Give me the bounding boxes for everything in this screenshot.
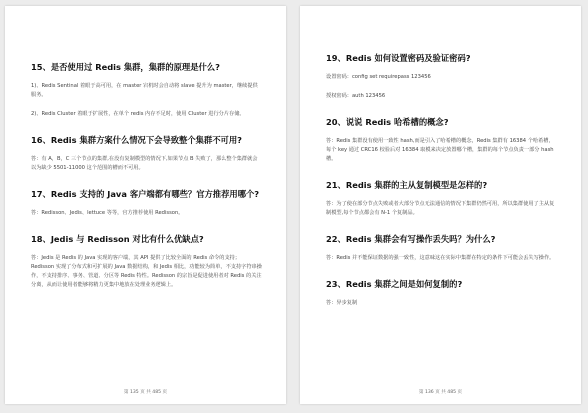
- question-heading-17: 17、Redis 支持的 Java 客户端都有哪些？官方推荐用哪个?: [31, 189, 260, 199]
- document-page-right: [300, 6, 581, 404]
- question-heading-15: 15、是否使用过 Redis 集群，集群的原理是什么?: [31, 62, 220, 72]
- answer-paragraph: 答：Redisson、Jedis、lettuce 等等，官方推荐使用 Redisson。: [31, 210, 184, 216]
- answer-paragraph: 答：Redis 集群没有使用一致性 hash,而是引入了哈希槽的概念，Redis 集群有 16384 个哈希槽，每个 key 通过 CRC16 校验后对 16384 取模来决定放置哪个槽，集群的每个节点负责一部分 hash 槽。: [326, 138, 554, 162]
- question-heading-20: 20、说说 Redis 哈希槽的概念?: [326, 117, 449, 127]
- answer-paragraph: 答：Jedis 是 Redis 的 Java 实现的客户端，其 API 提供了比较全面的 Redis 命令的支持；Redisson 实现了分布式和可扩展的 Java 数据结构，和 Jedis 相比，功能较为简单，不支持字符串操作，不支持排序、事务、管道、分区等 Redis 特性。Redisson 的宗旨是促进使用者对 Redis 的关注分离，从而让使用者能够将精力更集中地放在处理业务逻辑上。: [31, 255, 262, 288]
- answer-paragraph: 授权密码：auth 123456: [326, 93, 386, 99]
- question-heading-22: 22、Redis 集群会有写操作丢失吗？为什么?: [326, 234, 496, 244]
- document-page-left: [5, 6, 286, 404]
- page-number: 第 135 页 共 485 页: [123, 390, 168, 395]
- question-heading-16: 16、Redis 集群方案什么情况下会导致整个集群不可用?: [31, 135, 242, 145]
- answer-paragraph: 答：有 A，B，C 三个节点的集群,在没有复制模型的情况下,如果节点 B 失败了，那么整个集群就会以为缺少 5501-11000 这个范围的槽而不可用。: [31, 156, 258, 171]
- answer-paragraph: 2)、Redis Cluster 着眼于扩展性，在单个 redis 内存不足时，使用 Cluster 进行分片存储。: [31, 111, 245, 117]
- question-heading-18: 18、Jedis 与 Redisson 对比有什么优缺点?: [31, 234, 204, 244]
- question-heading-23: 23、Redis 集群之间是如何复制的?: [326, 279, 463, 289]
- answer-paragraph: 设置密码：config set requirepass 123456: [326, 74, 431, 80]
- answer-paragraph: 答：为了使在部分节点失败或者大部分节点无法通信的情况下集群仍然可用，所以集群使用了主从复制模型,每个节点都会有 N-1 个复制品。: [326, 201, 555, 216]
- page-number: 第 136 页 共 485 页: [418, 390, 463, 395]
- question-heading-21: 21、Redis 集群的主从复制模型是怎样的?: [326, 180, 488, 190]
- answer-paragraph: 1)、Redis Sentinal 着眼于高可用，在 master 宕机时会自动将 slave 提升为 master，继续提供服务。: [31, 83, 258, 98]
- question-heading-19: 19、Redis 如何设置密码及验证密码?: [326, 53, 471, 63]
- answer-paragraph: 答：Redis 并不能保证数据的强一致性，这意味这在实际中集群在特定的条件下可能会丢失写操作。: [326, 255, 555, 261]
- answer-paragraph: 答：异步复制: [326, 300, 358, 306]
